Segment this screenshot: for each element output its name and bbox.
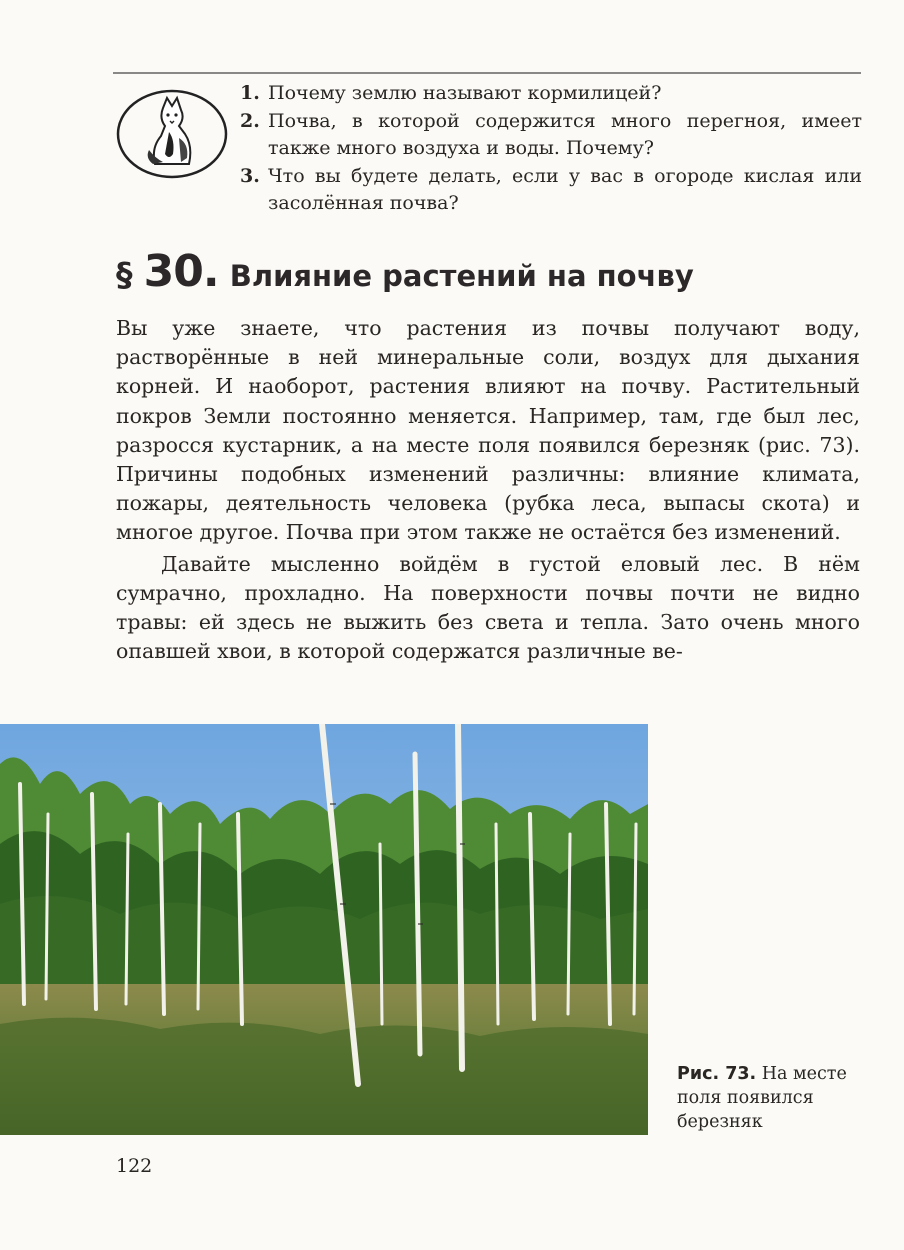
- body-text: [116, 314, 860, 666]
- section-heading: [116, 246, 694, 297]
- figure-label: Рис. 73.: [677, 1064, 757, 1084]
- fox-emblem-icon: [115, 88, 229, 180]
- question-item: [236, 80, 862, 108]
- section-sign: §: [116, 255, 133, 294]
- figure-caption-text: На месте поля появился березняк: [677, 1064, 847, 1132]
- question-text: Почва, в которой содержится много перегноя, имеет также много воздуха и воды. Почему?: [268, 109, 862, 159]
- top-rule: [113, 72, 861, 74]
- question-text: Почему землю называют кормилицей?: [268, 82, 662, 104]
- review-questions: [236, 80, 862, 218]
- question-number: 1.: [240, 82, 260, 104]
- paragraph: Давайте мысленно войдём в густой еловый лес. В нём сумрачно, прохладно. На поверхности почвы почти не видно травы: ей здесь не выжить без света и тепла. Зато очень много опавшей хвои, в которой содержатся различные ве-: [116, 551, 860, 664]
- birch-grove-photo: [0, 724, 648, 1135]
- question-text: Что вы будете делать, если у вас в огороде кислая или засолённая почва?: [268, 164, 862, 214]
- question-number: 3.: [240, 164, 260, 187]
- question-item: [236, 163, 862, 218]
- question-number: 2.: [240, 109, 260, 132]
- paragraph: Вы уже знаете, что растения из почвы получают воду, растворённые в ней минеральные соли, воздух для дыхания корней. И наоборот, растения влияют на почву. Растительный покров Земли постоянно меняется. Например, там, где был лес, разросся кустарник, а на месте поля появился березняк (рис. 73). Причины подобных изменений различны: влияние климата, пожары, деятельность человека (рубка леса, выпасы скота) и многое другое. Почва при этом также не остаётся без изменений.: [116, 316, 860, 545]
- section-number: 30.: [143, 246, 219, 297]
- page-number: 122: [116, 1155, 153, 1177]
- question-item: [236, 108, 862, 163]
- section-title: Влияние растений на почву: [229, 259, 694, 293]
- figure-caption: [677, 1062, 867, 1134]
